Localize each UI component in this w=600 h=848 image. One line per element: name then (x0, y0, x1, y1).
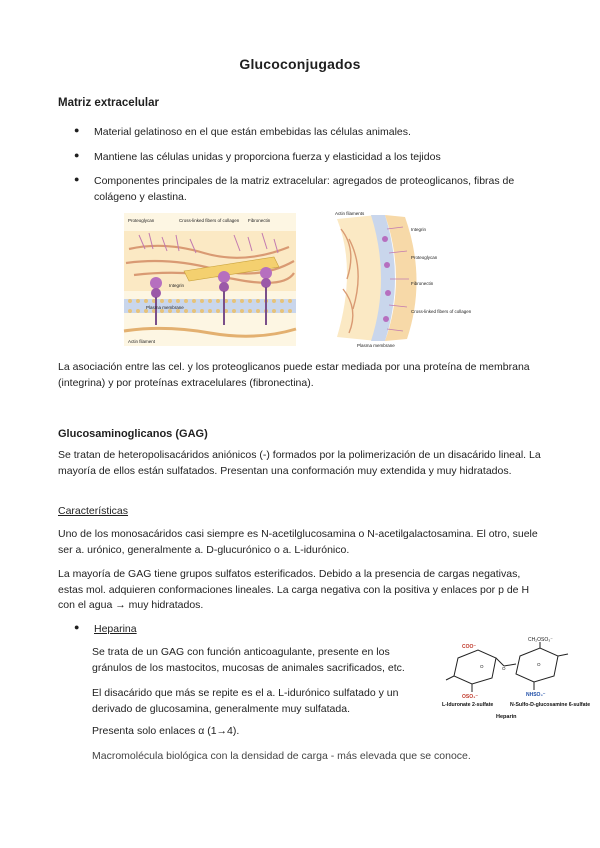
figure-label: Cross-linked fibers of collagen (179, 218, 240, 223)
paragraph: El disacárido que más se repite es el a. L-idurónico sulfatado y un derivado de glucosamina, generalmente muy sulfatada. (92, 687, 399, 715)
figure-label: Proteoglycan (128, 218, 155, 223)
section-heading-gag: Glucosaminoglicanos (GAG) (58, 428, 208, 440)
figure-label: Plasma membrane (146, 305, 184, 310)
figure-label: Integrin (169, 283, 185, 288)
svg-text:O: O (480, 664, 484, 669)
figure-label: NHSO₃⁻ (526, 692, 546, 698)
svg-text:O: O (537, 662, 541, 667)
figure-label: COO⁻ (462, 644, 477, 650)
figure-label: L-Iduronate 2-sulfate (442, 702, 494, 708)
figure-label: Plasma membrane (357, 343, 395, 348)
list-item-text: Heparina (94, 623, 137, 635)
figure-label: Integrin (411, 227, 427, 232)
figure-label: Heparin (496, 714, 517, 720)
ecm-diagram-right (327, 209, 472, 349)
figure-label: Fibronectin (248, 218, 271, 223)
bullet-icon: ● (74, 125, 80, 135)
page-title: Glucoconjugados (239, 56, 361, 72)
heparin-structure (440, 636, 590, 721)
figure-label: CH₂OSO₃⁻ (528, 637, 553, 643)
figure-label: Proteoglycan (411, 255, 438, 260)
ecm-diagram-left (124, 213, 296, 346)
list-item-text: Material gelatinoso en el que están embebidas las células animales. (94, 126, 411, 138)
figure-label: N-Sulfo-D-glucosamine 6-sulfate (510, 702, 591, 708)
paragraph: La mayoría de GAG tiene grupos sulfatos esterificados. Debido a la presencia de cargas negativas, estas mol. adquieren conformaciones lineales. La carga negativa con la positiva y enlaces por p de H con el agua → muy hidratados. (58, 568, 530, 611)
paragraph: Se trata de un GAG con función anticoagulante, presente en los gránulos de los mastocitos, mucosas de animales sacrificados, etc. (92, 646, 405, 674)
paragraph: Presenta solo enlaces α (1→4). (92, 725, 240, 737)
paragraph: Se tratan de heteropolisacáridos aniónicos (-) formados por la polimerización de un disacárido lineal. La mayoría de ellos están sulfatados. Presentan una conformación muy extendida y muy hidratados. (58, 449, 541, 477)
bullet-icon: ● (74, 622, 80, 632)
bullet-icon: ● (74, 150, 80, 160)
list-item-text: Mantiene las células unidas y proporciona fuerza y elasticidad a los tejidos (94, 151, 441, 163)
svg-text:O: O (502, 666, 506, 671)
list-item-text: Componentes principales de la matriz extracelular: agregados de proteoglicanos, fibras de colágeno y elastina. (94, 175, 515, 203)
section-heading-matriz: Matriz extracelular (58, 97, 159, 109)
paragraph: Macromolécula biológica con la densidad de carga - más elevada que se conoce. (92, 750, 471, 762)
figure-label: OSO₃⁻ (462, 694, 479, 700)
subheading-caracteristicas: Características (58, 505, 129, 517)
bullet-icon: ● (74, 174, 80, 184)
figure-label: Cross-linked fibers of collagen (411, 309, 472, 314)
paragraph: La asociación entre las cel. y los proteoglicanos puede estar mediada por una proteína de membrana (integrina) y por proteínas extracelulares (fibronectina). (58, 361, 530, 389)
paragraph: Uno de los monosacáridos casi siempre es N-acetilglucosamina o N-acetilgalactosamina. El otro, suele ser a. urónico, generalmente a. D-glucurónico o a. L-idurónico. (58, 528, 538, 556)
figure-label: Actin filament (128, 339, 156, 344)
figure-label: Fibronectin (411, 281, 434, 286)
figure-label: Actin filaments (335, 211, 365, 216)
